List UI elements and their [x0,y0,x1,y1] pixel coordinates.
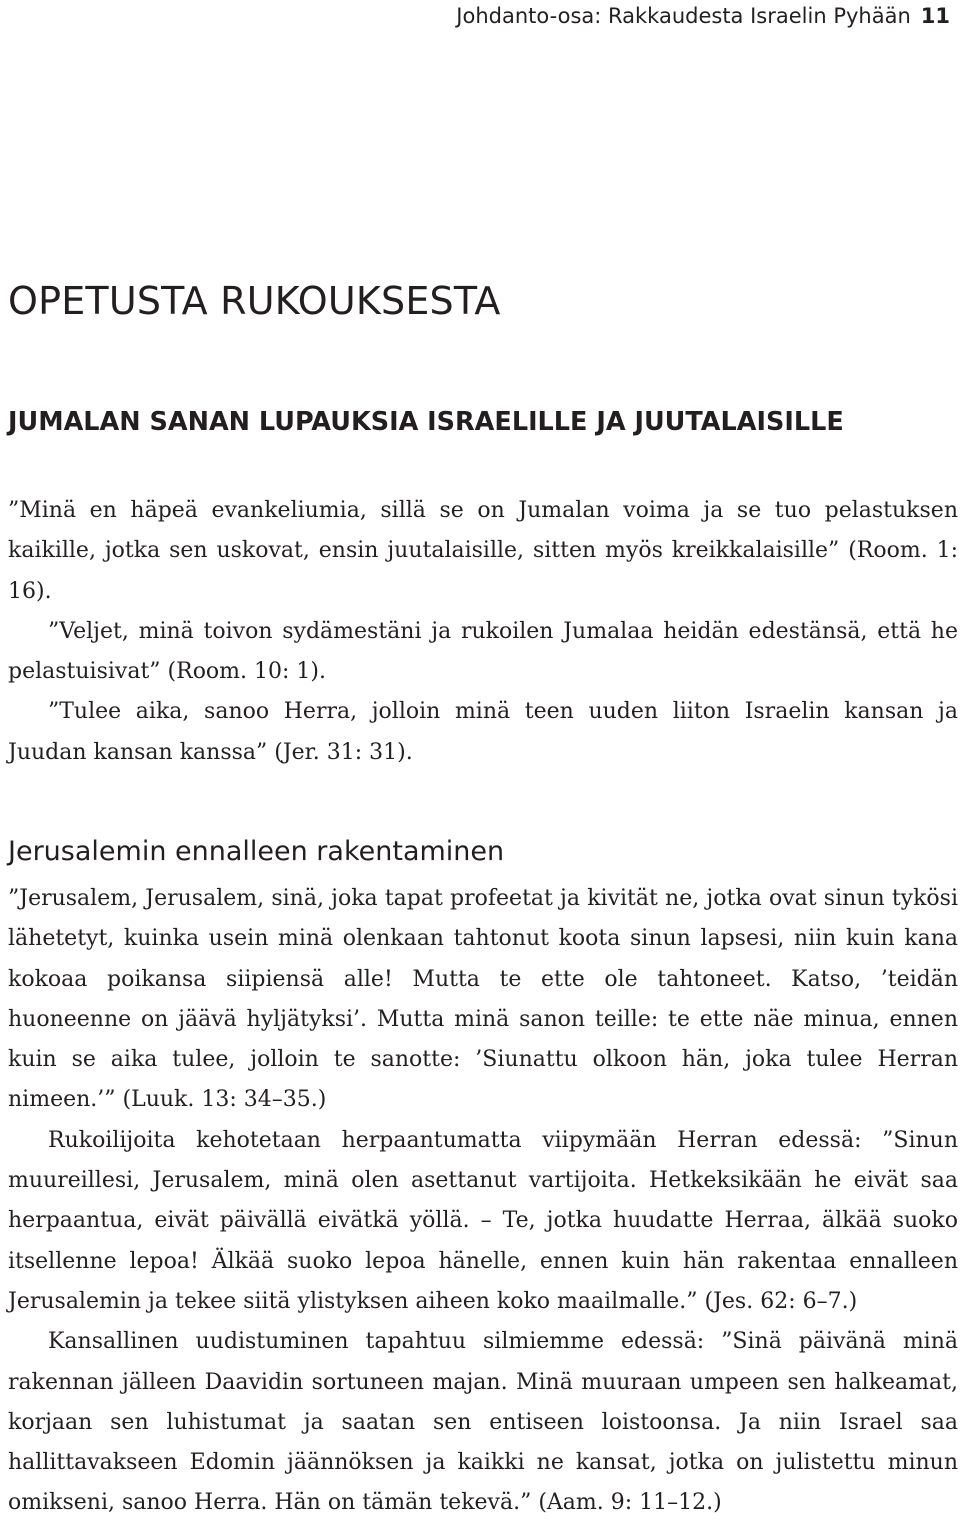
intro-quotes [8,491,958,773]
section-title: JUMALAN SANAN LUPAUKSIA ISRAELILLE JA JUUTALAISILLE [8,407,844,437]
chapter-title: OPETUSTA RUKOUKSESTA [8,279,501,323]
page-number: 11 [920,4,950,28]
body-paragraph-3: Kansallinen uudistuminen tapahtuu silmiemme edessä: ”Sinä päivänä minä rakennan jälleen Daavidin sortuneen majan. Minä muuraan umpeen sen halkeamat, korjaan sen luhistumat ja saatan sen entiseen loistoonsa. Ja niin Israel saa hallittavakseen Edomin jäännöksen ja kaikki ne kansat, jotka on julistettu minun omikseni, sanoo Herra. Hän on tämän tekevä.” (Aam. 9: 11–12.) [8,1329,958,1516]
body-paragraph-2: Rukoilijoita kehotetaan herpaantumatta viipymään Herran edessä: ”Sinun muureillesi, Jerusalem, minä olen asettanut vartijoita. Hetkeksikään he eivät saa herpaantua, eivät päivällä eivätkä yöllä. – Te, jotka huudatte Herraa, älkää suoko itsellenne lepoa! Älkää suoko lepoa hänelle, ennen kuin hän rakentaa ennalleen Jerusalemin ja tekee siitä ylistyksen aiheen koko maailmalle.” (Jes. 62: 6–7.) [8,1127,958,1314]
intro-paragraph-1: ”Minä en häpeä evankeliumia, sillä se on Jumalan voima ja se tuo pelastuksen kaikille, jotka sen uskovat, ensin juutalaisille, sitten myös kreikkalaisille” (Room. 1: 16). [8,498,958,604]
intro-paragraph-2: ”Veljet, minä toivon sydämestäni ja rukoilen Jumalaa heidän edestänsä, että he pelastuisivat” (Room. 10: 1). [8,618,958,685]
intro-paragraph-3: ”Tulee aika, sanoo Herra, jolloin minä teen uuden liiton Israelin kansan ja Juudan kansan kanssa” (Jer. 31: 31). [8,699,958,765]
running-head [456,0,950,34]
body-text [8,879,958,1524]
subsection-title: Jerusalemin ennalleen rakentaminen [8,836,505,867]
body-paragraph-1: ”Jerusalem, Jerusalem, sinä, joka tapat profeetat ja kivität ne, jotka ovat sinun tykösi lähetetyt, kuinka usein minä olenkaan tahtonut koota sinun lapsesi, niin kuin kana kokoaa poikansa siipiensä alle! Mutta te ette ole tahtoneet. Katso, ’teidän huoneenne on jäävä hyljätyksi’. Mutta minä sanon teille: te ette näe minua, ennen kuin se aika tulee, jolloin te sanotte: ’Siunattu olkoon hän, joka tulee Herran nimeen.’” (Luuk. 13: 34–35.) [8,886,958,1113]
running-title: Johdanto-osa: Rakkaudesta Israelin Pyhään [456,4,911,28]
